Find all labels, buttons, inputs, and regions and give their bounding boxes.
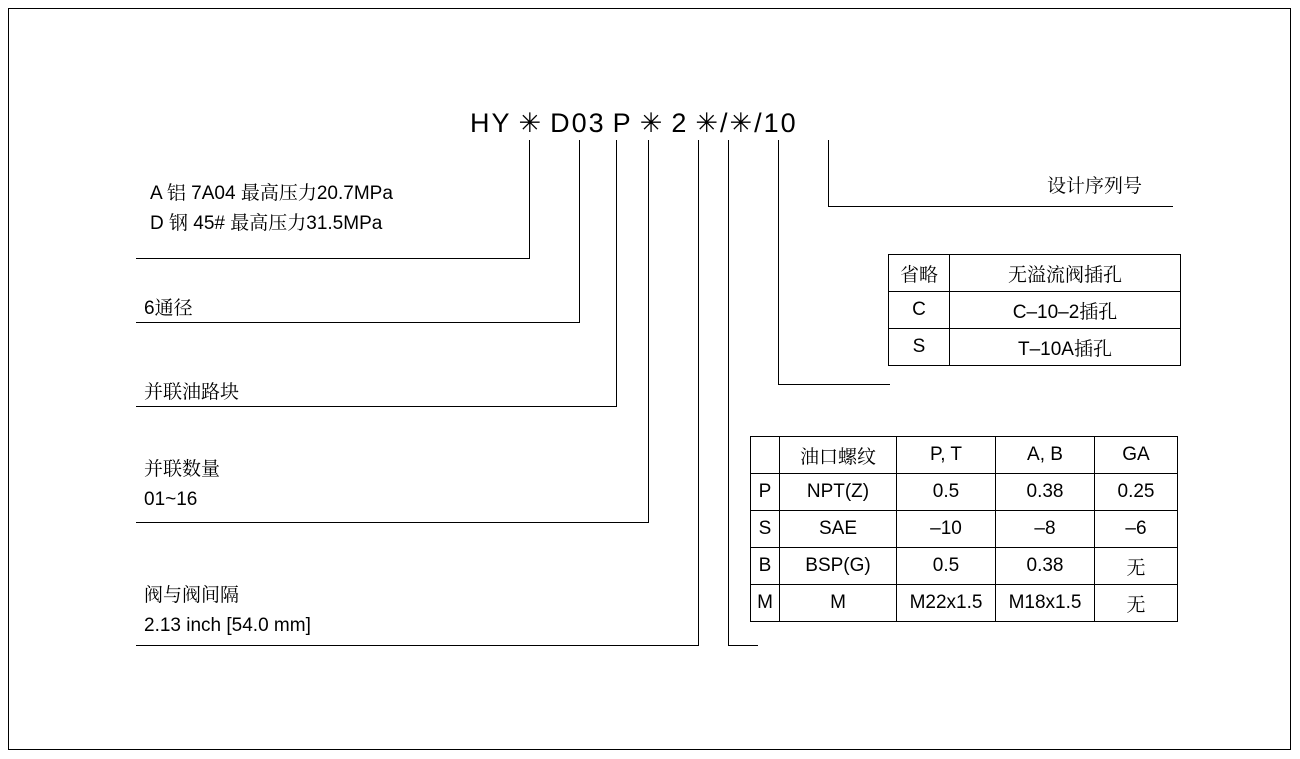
leader-bore-vertical	[579, 140, 580, 322]
thread-r0c3: 0.38	[996, 474, 1095, 511]
valve-header-0: 省略	[889, 255, 950, 292]
thread-r0c0: P	[751, 474, 780, 511]
leader-manifold-vertical	[616, 140, 617, 406]
leader-thread-horizontal	[728, 645, 758, 646]
leader-valve-horizontal	[778, 384, 890, 385]
thread-r3c1: M	[780, 585, 897, 622]
thread-r1c4: –6	[1095, 511, 1178, 548]
leader-bore-horizontal	[136, 322, 580, 323]
thread-r3c4: 无	[1095, 585, 1178, 622]
callout-spacing-line2: 2.13 inch [54.0 mm]	[144, 615, 311, 636]
thread-r2c4: 无	[1095, 548, 1178, 585]
code-part-material: ✳	[518, 108, 544, 138]
valve-header-1: 无溢流阀插孔	[950, 255, 1181, 292]
thread-r1c1: SAE	[780, 511, 897, 548]
thread-r3c2: M22x1.5	[897, 585, 996, 622]
thread-r1c3: –8	[996, 511, 1095, 548]
table-row	[889, 255, 1181, 292]
thread-r3c0: M	[751, 585, 780, 622]
thread-r0c1: NPT(Z)	[780, 474, 897, 511]
valve-r1c0: S	[889, 329, 950, 366]
leader-quantity-horizontal	[136, 522, 649, 523]
valve-r1c1: T–10A插孔	[950, 329, 1181, 366]
code-part-d03: D03	[550, 108, 606, 138]
thread-r2c3: 0.38	[996, 548, 1095, 585]
callout-quantity-line2: 01~16	[144, 489, 198, 510]
callout-material-line1: A 铝 7A04 最高压力20.7MPa	[150, 183, 393, 204]
code-part-10: 10	[763, 108, 798, 138]
callout-spacing	[144, 581, 311, 641]
code-part-star4: ✳	[729, 108, 755, 138]
leader-valve-vertical	[778, 140, 779, 384]
table-row	[751, 437, 1178, 474]
table-row	[889, 292, 1181, 329]
code-part-star3: ✳	[695, 108, 720, 138]
model-code	[470, 108, 798, 139]
leader-material-horizontal	[136, 258, 530, 259]
thread-r0c2: 0.5	[897, 474, 996, 511]
leader-thread-vertical	[728, 140, 729, 645]
thread-header-0	[751, 437, 780, 474]
callout-design-serial: 设计序列号	[1047, 176, 1143, 197]
code-part-p: P	[612, 108, 633, 138]
code-part-slash1: /	[719, 108, 730, 138]
thread-header-2: P, T	[897, 437, 996, 474]
callout-bore: 6通径	[144, 298, 193, 319]
valve-r0c0: C	[889, 292, 950, 329]
table-row	[751, 511, 1178, 548]
thread-r2c2: 0.5	[897, 548, 996, 585]
thread-r1c0: S	[751, 511, 780, 548]
callout-quantity-line1: 并联数量	[144, 459, 221, 480]
thread-r2c0: B	[751, 548, 780, 585]
leader-serial-horizontal	[828, 206, 1173, 207]
leader-serial-vertical	[828, 140, 829, 206]
table-row	[889, 329, 1181, 366]
table-row	[751, 585, 1178, 622]
thread-r1c2: –10	[897, 511, 996, 548]
thread-header-4: GA	[1095, 437, 1178, 474]
thread-r2c1: BSP(G)	[780, 548, 897, 585]
table-row	[751, 548, 1178, 585]
thread-r0c4: 0.25	[1095, 474, 1178, 511]
table-row	[751, 474, 1178, 511]
leader-spacing-vertical	[698, 140, 699, 645]
thread-header-1: 油口螺纹	[780, 437, 897, 474]
callout-spacing-line1: 阀与阀间隔	[144, 585, 240, 606]
code-part-hy: HY	[470, 108, 512, 138]
leader-spacing-horizontal	[136, 645, 699, 646]
code-part-star2: ✳	[639, 108, 665, 138]
code-part-2: 2	[671, 108, 689, 138]
code-part-slash2: /	[754, 108, 764, 138]
callout-manifold: 并联油路块	[144, 382, 240, 403]
thread-r3c3: M18x1.5	[996, 585, 1095, 622]
leader-material-vertical	[529, 140, 530, 258]
callout-material-line2: D 钢 45# 最高压力31.5MPa	[150, 213, 383, 234]
port-thread-table	[750, 436, 1178, 622]
leader-quantity-vertical	[648, 140, 649, 522]
callout-quantity	[144, 455, 220, 515]
callout-material	[150, 179, 393, 239]
valve-r0c1: C–10–2插孔	[950, 292, 1181, 329]
valve-cavity-table	[888, 254, 1181, 366]
thread-header-3: A, B	[996, 437, 1095, 474]
